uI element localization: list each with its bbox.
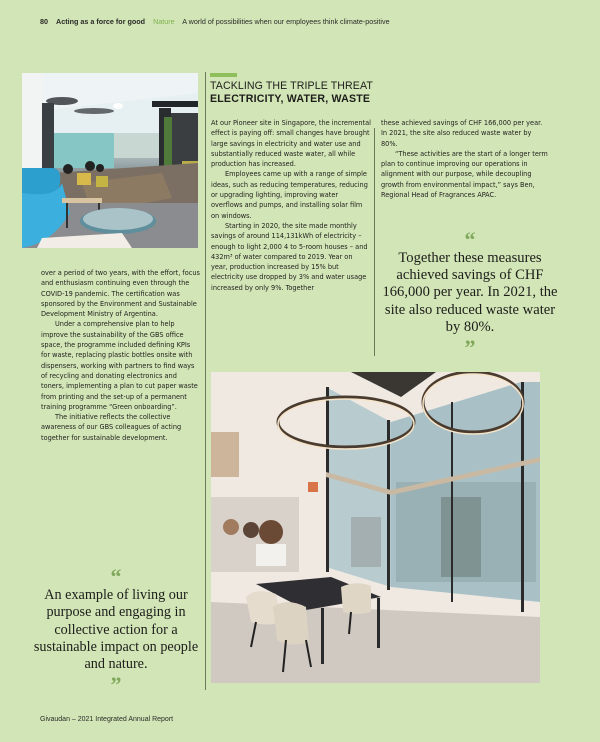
meeting-room-illustration	[211, 372, 540, 683]
office-lounge-illustration	[22, 73, 198, 248]
pull-quote-text: An example of living our purpose and engaging in collective action for a sustainable impact on people and nature.	[33, 587, 199, 673]
paragraph: Starting in 2020, the site made monthly savings of around 114,131kWh of electricity – enough to light 2,000 4 to 5-room houses – and 432m³ of water compared to 2019. Year on year, production increased by 15% but electricity use dropped by 3% and water usage increased by only 9%. Together	[211, 220, 368, 292]
paragraph: At our Pioneer site in Singapore, the incremental effect is paying off: small changes have brought large savings in electricity and water use and substantially reduced waste water, all while production has increased.	[211, 118, 371, 169]
paragraph: Under a comprehensive plan to help improve the sustainability of the GBS office space, the programme included defining KPIs for waste, replacing plastic bottles onsite with dispensers, working with partners to find ways of recycling and donating electronics and toners, implementing a plan to cut paper waste from printing and the set-up of a permanent training programme “Green onboarding”.	[41, 319, 198, 411]
office-lounge-photo	[22, 73, 198, 248]
article-kicker: TACKLING THE TRIPLE THREAT	[210, 80, 373, 92]
pull-quote-purpose	[30, 564, 202, 698]
meeting-room-photo	[211, 372, 540, 683]
running-header	[40, 17, 390, 26]
page-footer: Givaudan – 2021 Integrated Annual Report	[40, 716, 174, 723]
column-divider	[205, 72, 206, 690]
article-body-middle	[211, 118, 371, 293]
chapter-subtitle: A world of possibilities when our employees think climate-positive	[182, 17, 390, 26]
accent-bar	[210, 73, 237, 77]
close-quote-icon: ”	[110, 672, 122, 698]
pull-quote-text: Together these measures achieved savings of CHF 166,000 per year. In 2021, the site also reduced waste water by 80%.	[382, 250, 558, 335]
section-title: Acting as a force for good	[56, 17, 146, 26]
paragraph: over a period of two years, with the effort, focus and enthusiasm continuing even through the COVID-19 pandemic. The certification was sponsored by the Environment and Sustainable Development Ministry of Argentina.	[41, 268, 200, 319]
article-title: ELECTRICITY, WATER, WASTE	[210, 93, 371, 105]
open-quote-icon: “	[110, 564, 122, 589]
paragraph: these achieved savings of CHF 166,000 per year. In 2021, the site also reduced waste water by 80%.	[381, 118, 543, 148]
article-body-right	[381, 118, 549, 200]
close-quote-icon: ”	[464, 335, 476, 361]
category-label: Nature	[153, 17, 175, 26]
pull-quote-savings	[380, 227, 560, 361]
open-quote-icon: “	[464, 227, 476, 252]
paragraph: “These activities are the start of a longer term plan to continue improving our operations in alignment with our purpose, while decoupling growth from environmental impact,” says Ben, Regional Head of Fragrances APAC.	[381, 148, 548, 200]
page-number: 80	[40, 17, 48, 26]
paragraph: The initiative reflects the collective awareness of our GBS colleagues of acting together for sustainable development.	[41, 412, 182, 442]
paragraph: Employees came up with a range of simple ideas, such as reducing temperatures, reducing or upgrading lighting, improving water overflows and pumps, and installing solar film on windows.	[211, 169, 368, 220]
column-divider-right	[374, 128, 375, 356]
article-body-left	[41, 268, 201, 443]
